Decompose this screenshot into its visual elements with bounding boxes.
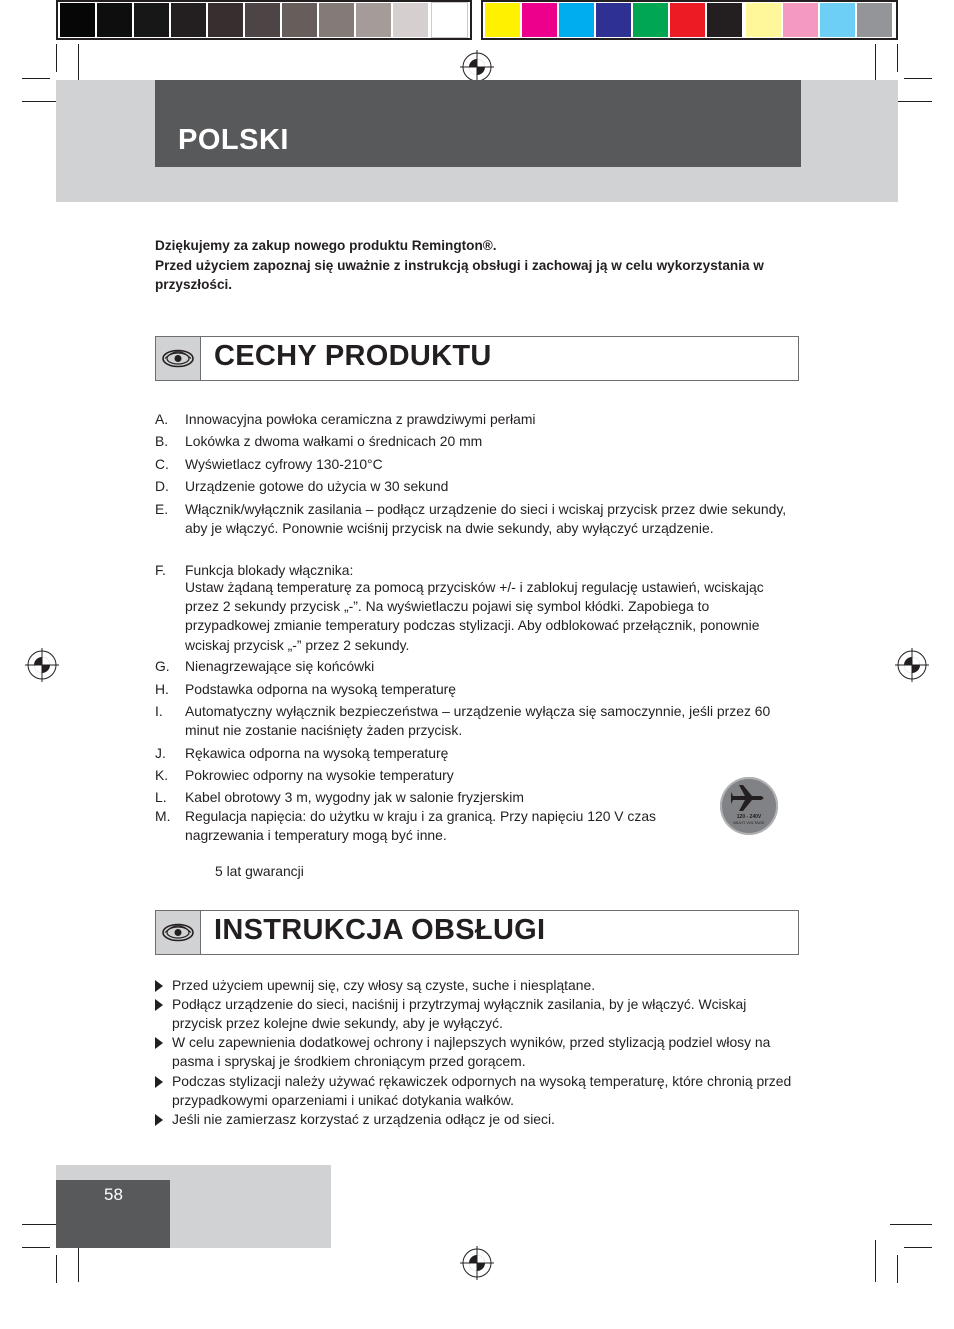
color-swatch (783, 3, 818, 37)
badge-voltage: 120 - 240V (736, 814, 762, 820)
crop-mark (875, 1240, 876, 1282)
bullet-triangle-icon (155, 980, 163, 992)
item-text: Lokówka z dwoma wałkami o średnicach 20 mm (185, 433, 483, 449)
bullet-triangle-icon (155, 1037, 163, 1049)
color-swatch (97, 3, 132, 37)
color-swatch (208, 3, 243, 37)
list-item (155, 432, 795, 451)
list-item (155, 477, 795, 496)
list-item (155, 702, 795, 740)
item-text: Podstawka odporna na wysoką temperaturę (185, 681, 457, 697)
item-text: Funkcja blokady włącznika: (185, 562, 354, 578)
color-swatch (633, 3, 668, 37)
color-swatch (60, 3, 95, 37)
section-header-instructions (155, 910, 799, 955)
eye-icon (156, 911, 201, 954)
list-item (155, 410, 795, 429)
instruction-text: W celu zapewnienia dodatkowej ochrony i najlepszych wyników, przed stylizacją podziel włosy na pasma i spryskaj je środkiem chroniącym przed gorącem. (172, 1034, 771, 1070)
item-letter: J. (155, 745, 166, 761)
instruction-item (155, 976, 795, 995)
item-text: Włącznik/wyłącznik zasilania – podłącz urządzenie do sieci i wciskaj przycisk przez dwie sekundy, aby je włączyć. Ponownie wciśnij przycisk na dwie sekundy, aby wyłączyć urządzenie. (185, 501, 787, 537)
crop-mark (22, 1247, 50, 1248)
color-swatch (746, 3, 781, 37)
item-letter: B. (155, 433, 169, 449)
crop-mark (56, 44, 57, 72)
color-swatch (596, 3, 631, 37)
color-swatch (134, 3, 169, 37)
color-swatch (319, 3, 354, 37)
item-letter: E. (155, 501, 169, 517)
item-letter: A. (155, 411, 169, 427)
section-title: CECHY PRODUKTU (214, 340, 492, 372)
registration-mark-icon (25, 648, 59, 682)
warranty-text: 5 lat gwarancji (215, 863, 304, 879)
instruction-item (155, 995, 795, 1033)
color-swatch (670, 3, 705, 37)
list-item (155, 455, 795, 474)
list-item (155, 788, 695, 807)
eye-icon (156, 337, 201, 380)
bullet-triangle-icon (155, 1114, 163, 1126)
instruction-item (155, 1072, 795, 1110)
color-swatch (820, 3, 855, 37)
color-swatch (356, 3, 391, 37)
instruction-text: Podłącz urządzenie do sieci, naciśnij i przytrzymaj wyłącznik zasilania, by je włączyć. Wciskaj przycisk przez kolejne dwie sekundy, aby je wyłączyć. (172, 996, 747, 1032)
badge-label: MULTI VOLTAGE (733, 820, 765, 825)
registration-mark-icon (460, 1246, 494, 1280)
intro-text (155, 236, 795, 295)
color-swatch (485, 3, 520, 37)
item-letter: G. (155, 658, 170, 674)
list-item (155, 500, 795, 538)
crop-mark (904, 78, 932, 79)
item-text: Kabel obrotowy 3 m, wygodny jak w salonie fryzjerskim (185, 789, 524, 805)
instruction-text: Podczas stylizacji należy używać rękawiczek odpornych na wysoką temperaturę, które chronią przed przypadkowymi oparzeniami i unikać dotykania wałków. (172, 1073, 792, 1109)
color-swatch (282, 3, 317, 37)
color-swatch (393, 3, 428, 37)
color-swatch (432, 3, 467, 37)
page-number: 58 (104, 1185, 123, 1204)
instruction-item (155, 1110, 795, 1129)
airplane-icon (731, 783, 767, 813)
crop-mark (904, 1247, 932, 1248)
instruction-text: Jeśli nie zamierzasz korzystać z urządzenia odłącz je od sieci. (172, 1111, 555, 1127)
voltage-badge (720, 777, 778, 835)
color-swatch (171, 3, 206, 37)
item-letter: F. (155, 562, 166, 578)
item-text: Wyświetlacz cyfrowy 130-210°C (185, 456, 383, 472)
bullet-triangle-icon (155, 1076, 163, 1088)
intro-line: Przed użyciem zapoznaj się uważnie z instrukcją obsługi i zachowaj ją w celu wykorzystania w przyszłości. (155, 257, 764, 292)
item-text: Pokrowiec odporny na wysokie temperatury (185, 767, 454, 783)
item-letter: I. (155, 703, 163, 719)
item-letter: M. (155, 808, 171, 824)
item-letter: C. (155, 456, 169, 472)
instruction-text: Przed użyciem upewnij się, czy włosy są czyste, suche i niesplątane. (172, 977, 596, 993)
list-item (155, 766, 795, 785)
item-letter: D. (155, 478, 169, 494)
item-text: Automatyczny wyłącznik bezpieczeństwa – urządzenie wyłącza się samoczynnie, jeśli przez 60 minut nie zostanie naciśnięty żaden przycisk. (185, 703, 771, 739)
list-item (155, 657, 795, 676)
item-text: Nienagrzewające się końcówki (185, 658, 375, 674)
section-title: INSTRUKCJA OBSŁUGI (214, 914, 546, 946)
page-title: POLSKI (178, 124, 289, 156)
color-swatch (707, 3, 742, 37)
color-swatch (857, 3, 892, 37)
color-swatch (559, 3, 594, 37)
instruction-item (155, 1033, 795, 1071)
item-letter: H. (155, 681, 169, 697)
color-swatch (245, 3, 280, 37)
list-item (155, 807, 695, 845)
color-swatch (522, 3, 557, 37)
item-text: Urządzenie gotowe do użycia w 30 sekund (185, 478, 449, 494)
list-item (155, 680, 795, 699)
crop-mark (897, 44, 898, 72)
crop-mark (22, 78, 50, 79)
registration-mark-icon (895, 648, 929, 682)
list-item (155, 744, 795, 763)
crop-mark (56, 1255, 57, 1283)
registration-mark-icon (460, 50, 494, 84)
item-text: Ustaw żądaną temperaturę za pomocą przycisków +/- i zablokuj regulację ustawień, wciskając przez 2 sekundy przycisk „-”. Na wyświetlaczu pojawi się symbol kłódki. Zapobiega to przypadkowej zmianie temperatury podczas stylizacji. Aby odblokować przełącznik, ponownie wciskaj przycisk „-” przez 2 sekundy. (185, 579, 764, 653)
crop-mark (897, 1255, 898, 1283)
item-letter: L. (155, 789, 167, 805)
item-text: Innowacyjna powłoka ceramiczna z prawdziwymi perłami (185, 411, 536, 427)
item-letter: K. (155, 767, 169, 783)
item-text: Rękawica odporna na wysoką temperaturę (185, 745, 449, 761)
section-header-features (155, 336, 799, 381)
intro-line: Dziękujemy za zakup nowego produktu Remington®. (155, 238, 497, 253)
list-item (155, 578, 795, 655)
bullet-triangle-icon (155, 999, 163, 1011)
item-text: Regulacja napięcia: do użytku w kraju i za granicą. Przy napięciu 120 V czas nagrzewania i temperatury mogą być inne. (185, 808, 656, 844)
crop-mark (890, 1224, 932, 1225)
